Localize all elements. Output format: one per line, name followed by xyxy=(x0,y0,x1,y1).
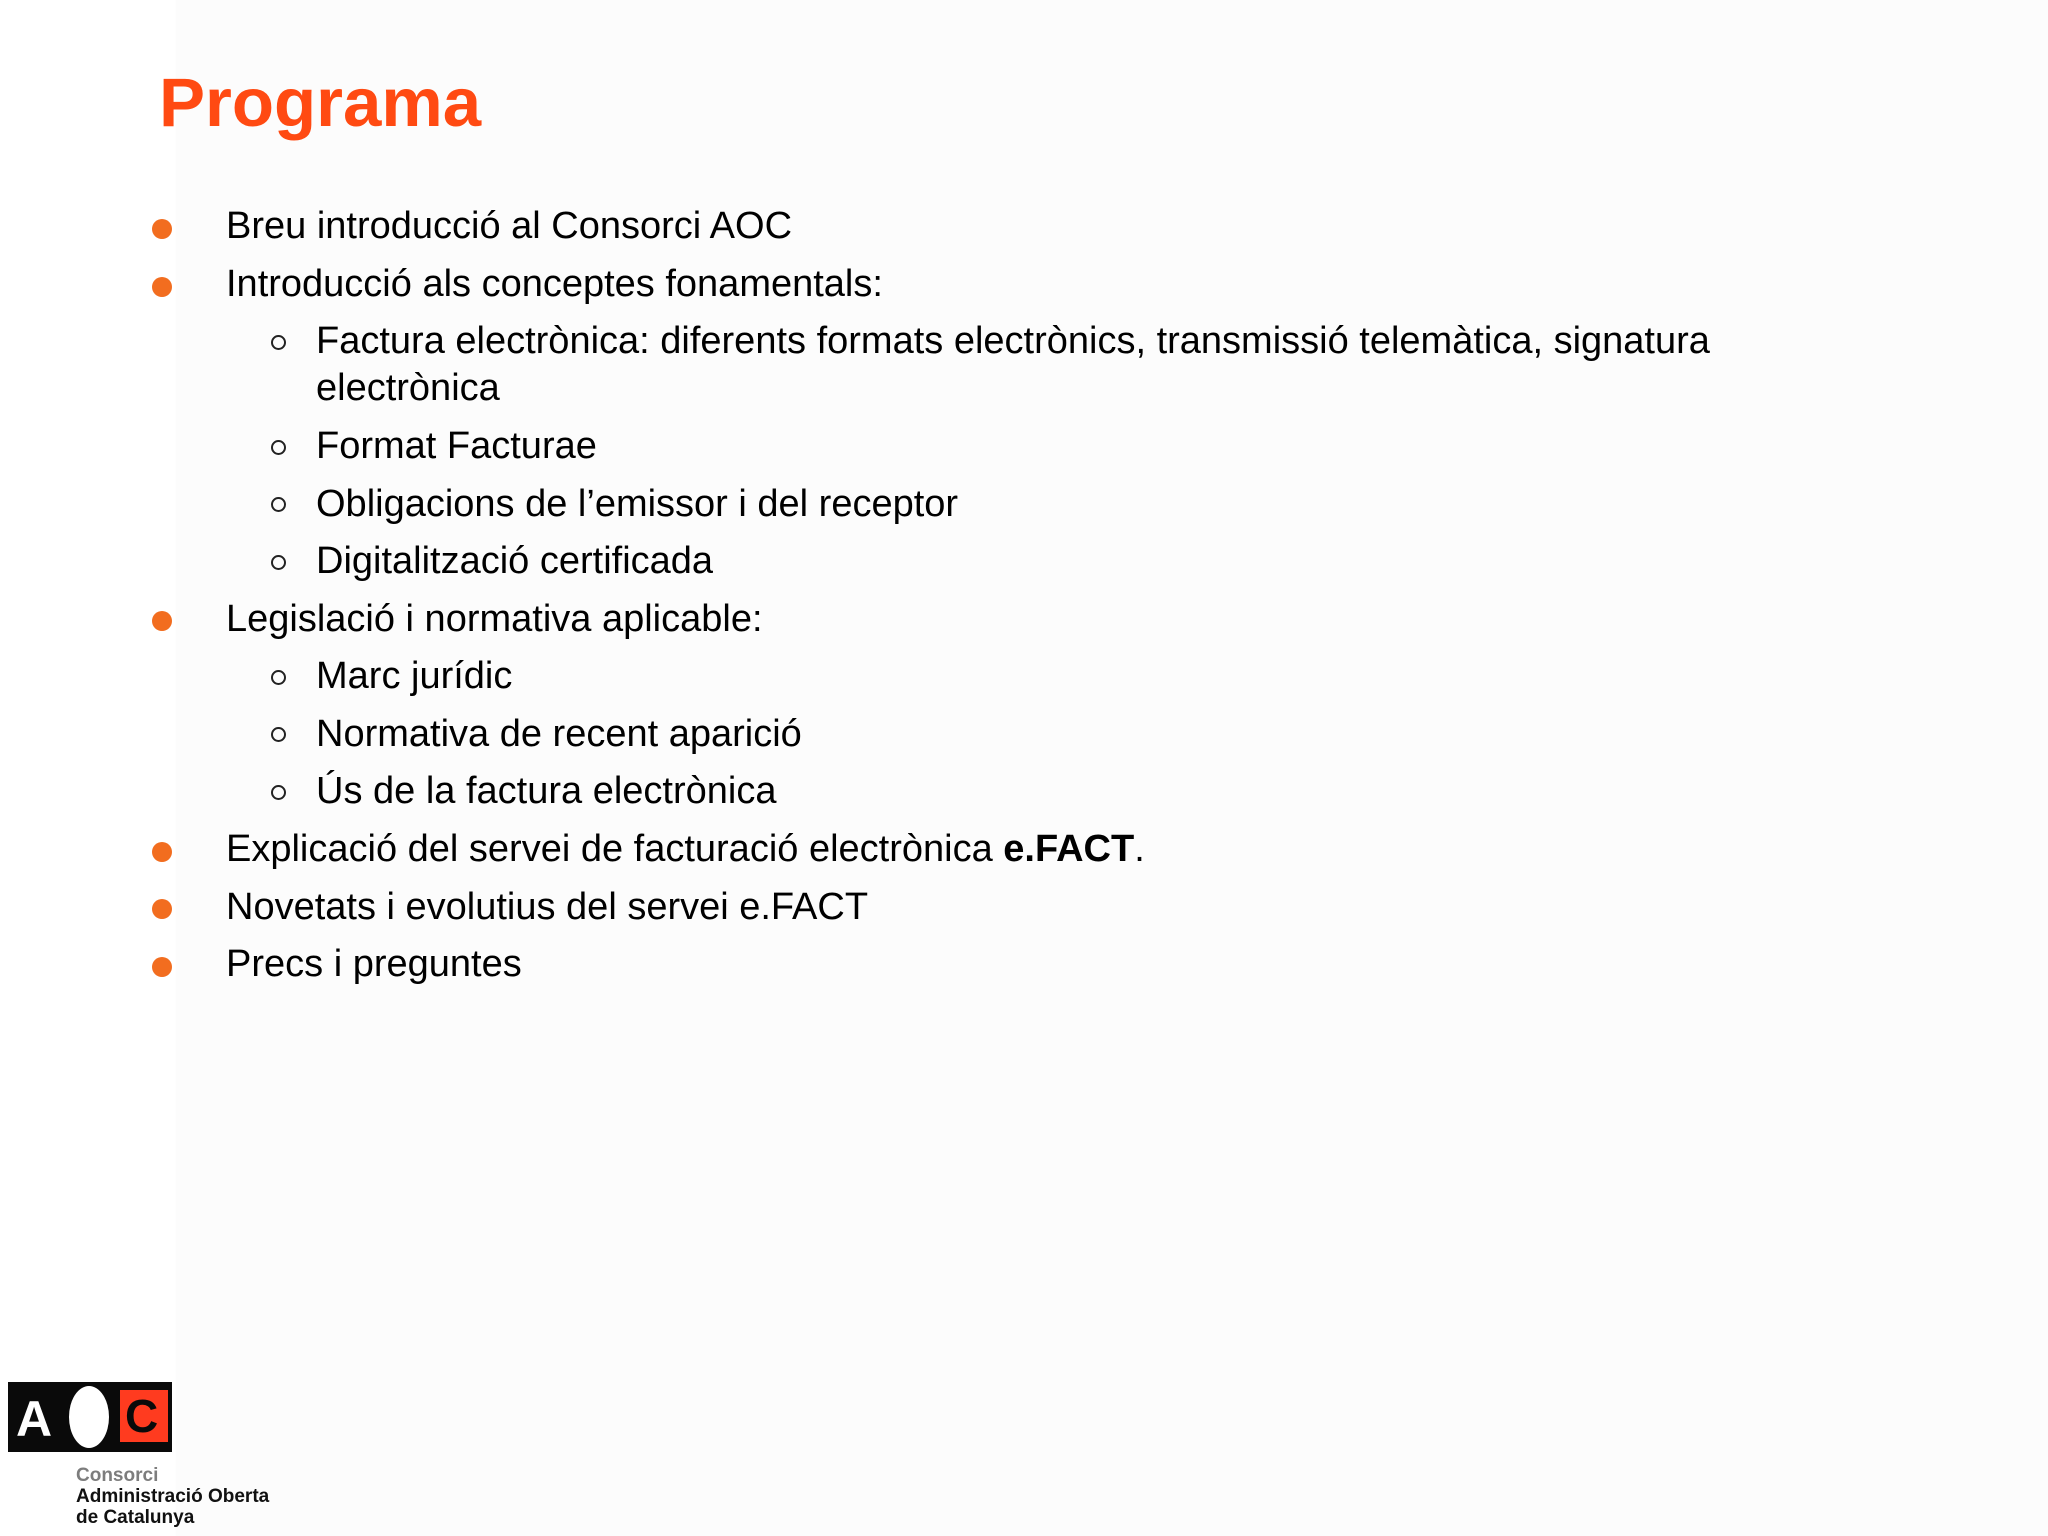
bullet-dot xyxy=(152,219,172,239)
logo-caption xyxy=(76,1465,269,1528)
agenda-item: Legislació i normativa aplicable: xyxy=(226,598,763,640)
slide-title: Programa xyxy=(159,64,482,141)
logo-caption-line2: Administració Oberta xyxy=(76,1486,270,1507)
agenda-subitem: Ús de la factura electrònica xyxy=(316,770,777,812)
bullet-dot xyxy=(152,957,172,977)
agenda-item: Precs i preguntes xyxy=(226,943,522,985)
bullet-ring xyxy=(271,440,286,455)
agenda-subitem: Marc jurídic xyxy=(316,655,513,697)
agenda-subitem: Normativa de recent aparició xyxy=(316,713,802,755)
logo-letter-o-shape xyxy=(69,1386,109,1448)
logo-letter-c-box xyxy=(120,1390,168,1442)
agenda-item-suffix: . xyxy=(1134,828,1145,870)
agenda-item-text: Explicació del servei de facturació electrònica xyxy=(226,828,1004,870)
agenda-item: Novetats i evolutius del servei e.FACT xyxy=(226,886,869,928)
service-name-bold: e.FACT xyxy=(1003,828,1135,870)
agenda-item: Breu introducció al Consorci AOC xyxy=(226,205,793,247)
bullet-ring xyxy=(271,727,286,742)
logo-letter-a: A xyxy=(16,1391,53,1447)
bullet-ring xyxy=(271,555,286,570)
bullet-dot xyxy=(152,899,172,919)
bullet-ring xyxy=(271,670,286,685)
agenda-subitem: Factura electrònica: diferents formats electrònics, transmissió telemàtica, signatura xyxy=(316,320,1710,362)
aoc-logo xyxy=(8,1382,172,1452)
bullet-ring xyxy=(271,497,286,512)
logo-letter-c: C xyxy=(125,1390,159,1442)
agenda-item xyxy=(226,826,1145,873)
logo-caption-line3: de Catalunya xyxy=(76,1507,195,1528)
agenda-subitem-continuation: electrònica xyxy=(316,367,500,409)
agenda-subitem: Format Facturae xyxy=(316,425,597,467)
bullet-dot xyxy=(152,277,172,297)
bullet-dot xyxy=(152,611,172,631)
bullet-ring xyxy=(271,785,286,800)
bullet-dot xyxy=(152,842,172,862)
agenda-subitem: Digitalització certificada xyxy=(316,540,714,582)
logo-caption-line1: Consorci xyxy=(76,1465,159,1486)
bullet-ring xyxy=(271,335,286,350)
agenda-subitem: Obligacions de l’emissor i del receptor xyxy=(316,483,959,525)
agenda-item: Introducció als conceptes fonamentals: xyxy=(226,263,883,305)
